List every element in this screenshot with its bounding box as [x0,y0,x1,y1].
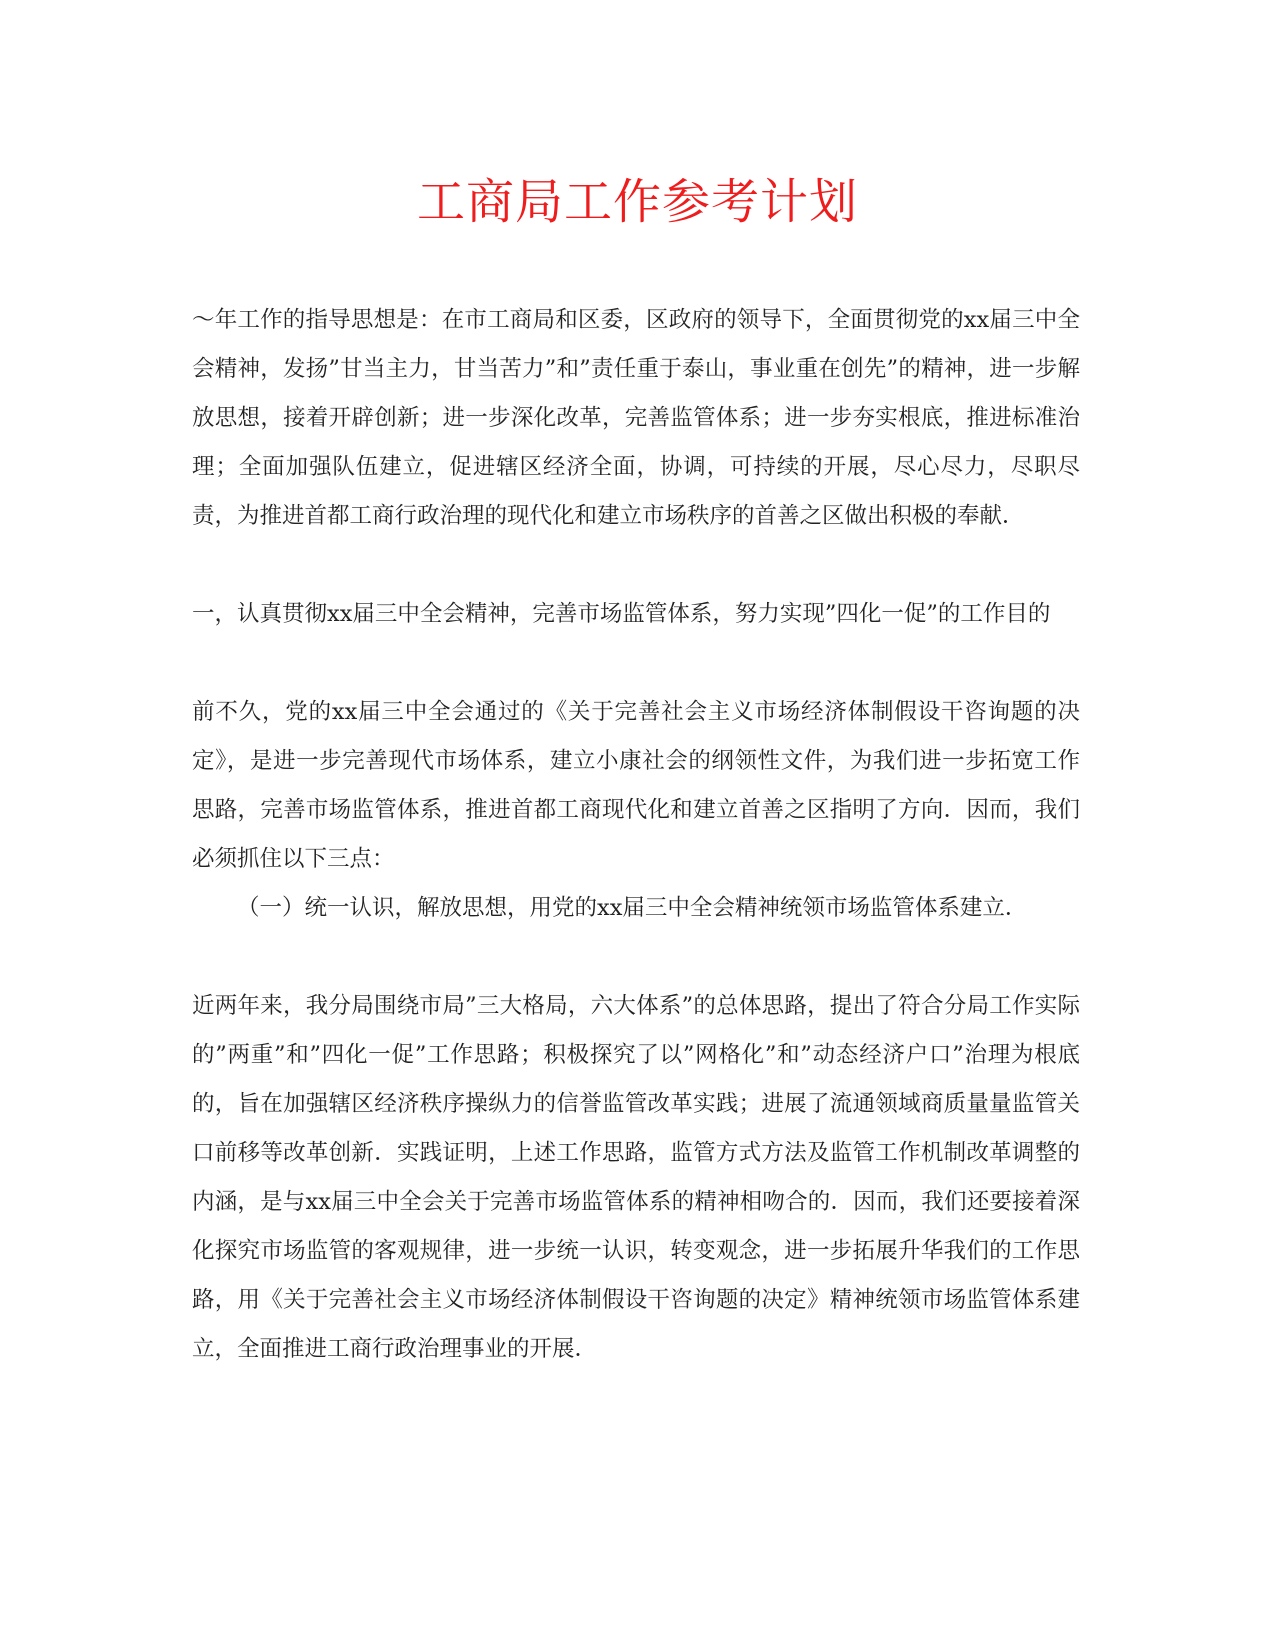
subheading-item-one: （一）统一认识，解放思想，用党的xx届三中全会精神统领市场监管体系建立． [237,895,1028,921]
paragraph-guiding-thought: ～年工作的指导思想是：在市工商局和区委，区政府的领导下，全面贯彻党的xx届三中全会精神，发扬”甘当主力，甘当苦力”和”责任重于泰山，事业重在创先”的精神，进一步解放思想，接着开辟创新；进一步深化改革，完善监管体系；进一步夯实根底，推进标准治理；全面加强队伍建立，促进辖区经济全面，协调，可持续的开展，尽心尽力，尽职尽责，为推进首都工商行政治理的现代化和建立市场秩序的首善之区做出积极的奉献． [192,307,1080,529]
paragraph-recent-work: 近两年来，我分局围绕市局”三大格局，六大体系”的总体思路，提出了符合分局工作实际的”两重”和”四化一促”工作思路；积极探究了以”网格化”和”动态经济户口”治理为根底的，旨在加强辖区经济秩序操纵力的信誉监管改革实践；进展了流通领域商质量量监管关口前移等改革创新．实践证明，上述工作思路，监管方式方法及监管工作机制改革调整的内涵，是与xx届三中全会关于完善市场监管体系的精神相吻合的．因而，我们还要接着深化探究市场监管的客观规律，进一步统一认识，转变观念，进一步拓展升华我们的工作思路，用《关于完善社会主义市场经济体制假设干咨询题的决定》精神统领市场监管体系建立，全面推进工商行政治理事业的开展． [192,993,1080,1362]
document-body [192,296,1080,1374]
paragraph-gap [192,639,1080,688]
paragraph-plenary-decision: 前不久，党的xx届三中全会通过的《关于完善社会主义市场经济体制假设干咨询题的决定》，是进一步完善现代市场体系，建立小康社会的纲领性文件，为我们进一步拓宽工作思路，完善市场监管体系，推进首都工商现代化和建立首善之区指明了方向．因而，我们必须抓住以下三点： [192,699,1080,872]
paragraph-gap [192,933,1080,982]
document-title: 工商局工作参考计划 [416,174,858,230]
heading-section-one: 一，认真贯彻xx届三中全会精神，完善市场监管体系，努力实现”四化一促”的工作目的 [192,601,1051,627]
paragraph-gap [192,541,1080,590]
